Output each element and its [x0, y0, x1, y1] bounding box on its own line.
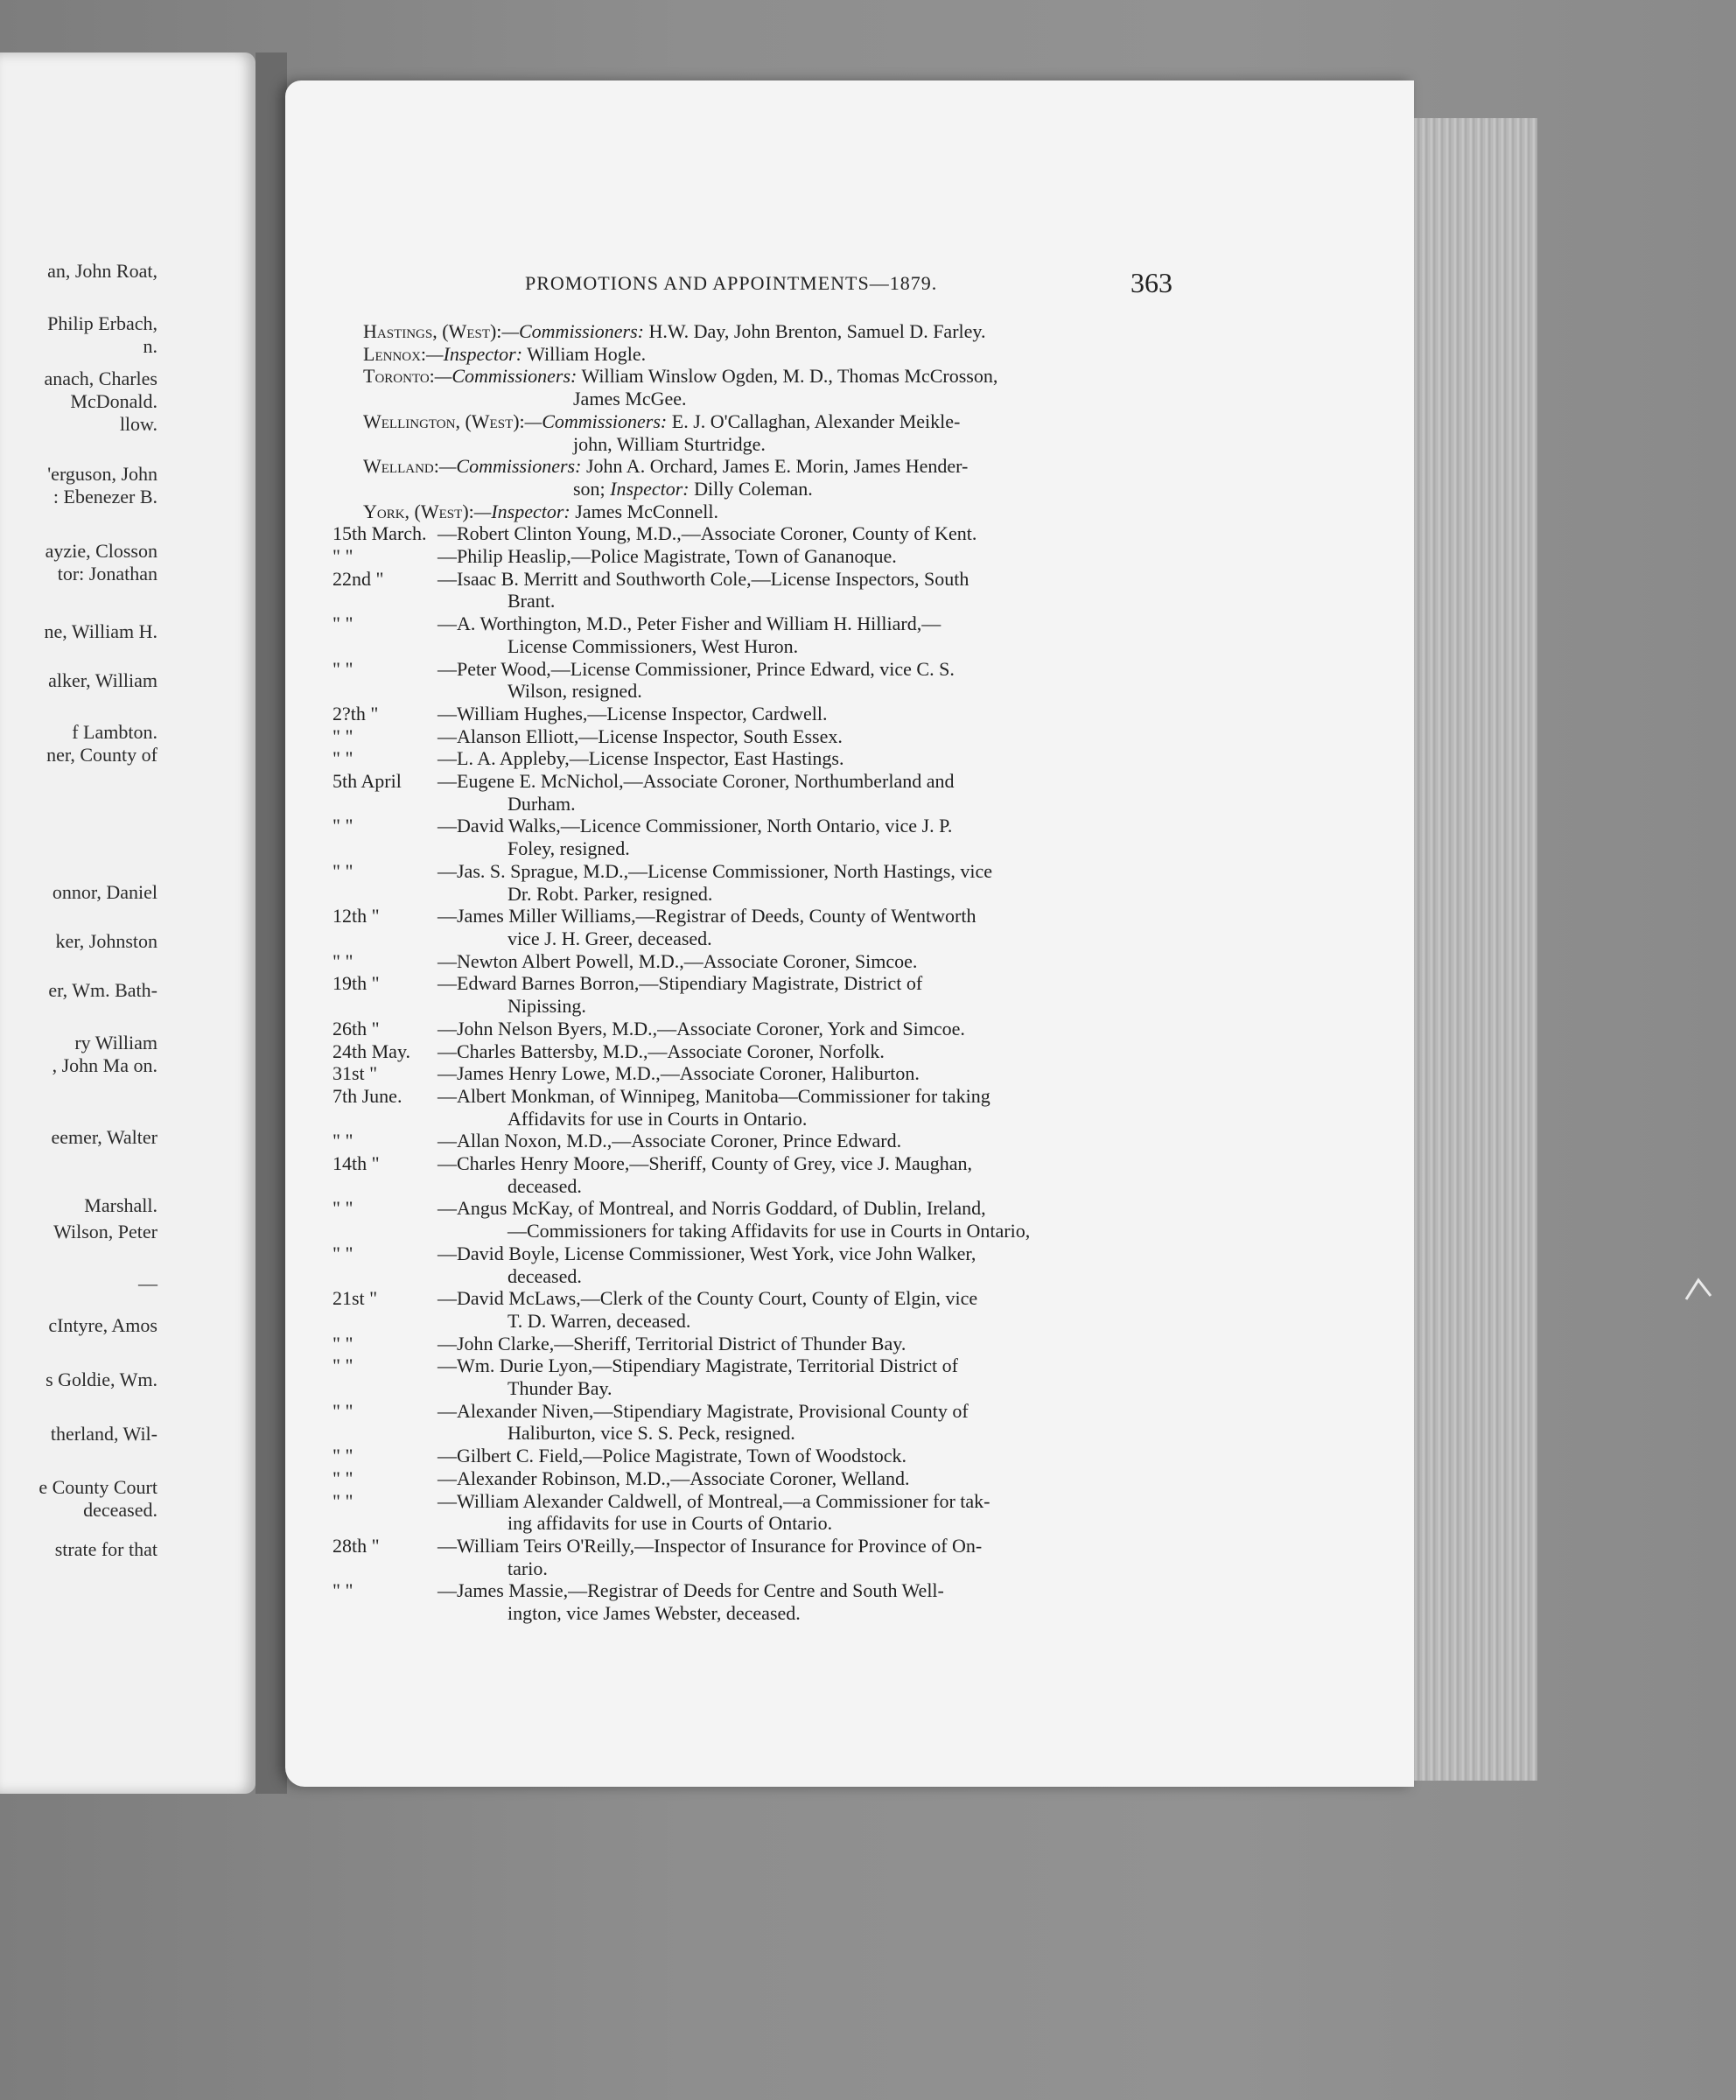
dated-entry [332, 815, 1203, 859]
entry-date: " " [332, 545, 354, 568]
entry-body [438, 522, 1203, 545]
dated-entry [332, 658, 1203, 703]
entry-continuation: Haliburton, vice S. S. Peck, resigned. [508, 1422, 795, 1445]
entry-continuation: Wilson, resigned. [508, 680, 642, 703]
left-page-text-fragment: : Ebenezer B. [52, 486, 158, 508]
entry-date: " " [332, 1354, 354, 1377]
entry-continuation: john, William Sturtridge. [573, 432, 766, 455]
entry-date: " " [332, 1242, 354, 1264]
entry-body [363, 365, 1203, 410]
appointment-role: —Commissioners: [524, 410, 668, 432]
entry-date: " " [332, 747, 354, 770]
left-page-text-fragment: cIntyre, Amos [48, 1314, 158, 1336]
county-name: York, (West): [363, 500, 474, 522]
dated-entry [332, 568, 1203, 612]
entry-date: " " [332, 1445, 354, 1467]
entry-text: —Peter Wood,—License Commissioner, Prince Edward, vice C. S. [438, 657, 955, 680]
entry-text: —Alanson Elliott,—License Inspector, South Essex. [438, 724, 843, 747]
entry-body [438, 1040, 1203, 1063]
entry-text: —Allan Noxon, M.D.,—Associate Coroner, Prince Edward. [438, 1130, 902, 1152]
county-name: Wellington, (West): [363, 410, 525, 432]
left-page-text-fragment: alker, William [48, 669, 158, 691]
margin-mark [1684, 1273, 1719, 1326]
left-page-text-fragment: f Lambton. [72, 721, 158, 743]
appointee-names: John A. Orchard, James E. Morin, James Hender- [581, 455, 969, 478]
entry-date: 22nd " [332, 567, 384, 590]
dated-entry [332, 1152, 1203, 1197]
entry-text: —James Henry Lowe, M.D.,—Associate Coroner, Haliburton. [438, 1062, 920, 1085]
running-head-title: PROMOTIONS AND APPOINTMENTS—1879. [525, 272, 938, 294]
entry-body [438, 747, 1203, 770]
entry-continuation: ington, vice James Webster, deceased. [508, 1602, 801, 1625]
entry-body [438, 1333, 1203, 1355]
dated-entry [332, 1490, 1203, 1535]
appointee-names: James McConnell. [570, 500, 719, 522]
entry-text: —Edward Barnes Borron,—Stipendiary Magistrate, District of [438, 972, 923, 995]
appointment-role: —Inspector: [473, 500, 570, 522]
dated-entry [332, 1018, 1203, 1040]
entry-body [438, 1400, 1203, 1445]
entry-body [438, 1152, 1203, 1197]
left-page-text-fragment: therland, Wil- [50, 1423, 158, 1445]
entry-body [438, 1535, 1203, 1579]
entry-continuation: tario. [508, 1557, 548, 1579]
continuation-part: Dilly Coleman. [689, 477, 813, 500]
entry-continuation: Durham. [508, 792, 576, 815]
entry-body [438, 612, 1203, 657]
left-page-text-fragment: n. [143, 335, 158, 357]
dated-entry [332, 703, 1203, 725]
entry-continuation: ing affidavits for use in Courts of Ontario. [508, 1512, 833, 1535]
entry-text: —L. A. Appleby,—License Inspector, East Hastings. [438, 747, 844, 770]
entry-date: " " [332, 612, 354, 635]
dated-entry [332, 1197, 1203, 1242]
left-page-text-fragment: s Goldie, Wm. [46, 1368, 158, 1390]
entry-body [438, 545, 1203, 568]
entry-body [438, 1242, 1203, 1287]
left-page-text-fragment: ry William [74, 1032, 158, 1054]
running-head [525, 267, 1172, 298]
entry-date: " " [332, 1399, 354, 1422]
dated-entry [332, 1333, 1203, 1355]
entry-text: —James Massie,—Registrar of Deeds for Centre and South Well- [438, 1579, 944, 1602]
entry-text: —Charles Henry Moore,—Sheriff, County of Grey, vice J. Maughan, [438, 1152, 972, 1175]
entry-date: " " [332, 1489, 354, 1512]
dated-entry [332, 1354, 1203, 1399]
entry-continuation: Foley, resigned. [508, 837, 630, 860]
dated-entry [332, 612, 1203, 657]
left-page-text-fragment: ner, County of [46, 744, 158, 766]
page-edge-stack [1396, 118, 1537, 1781]
entry-body [363, 455, 1203, 500]
entry-continuation: James McGee. [573, 388, 687, 410]
dated-entry [332, 747, 1203, 770]
entry-continuation: T. D. Warren, deceased. [508, 1309, 691, 1332]
dated-entry [332, 860, 1203, 905]
dated-entry [332, 1085, 1203, 1130]
entry-text: —Alexander Robinson, M.D.,—Associate Coroner, Welland. [438, 1466, 910, 1489]
left-page-text-fragment: ne, William H. [44, 620, 158, 642]
dated-entry [332, 1040, 1203, 1063]
appointment-role: —Commissioners: [438, 455, 582, 478]
county-entry [332, 410, 1203, 455]
appointee-names: H.W. Day, John Brenton, Samuel D. Farley. [644, 320, 986, 342]
left-page-text-fragment: Marshall. [84, 1194, 158, 1216]
entry-text: —Jas. S. Sprague, M.D.,—License Commissioner, North Hastings, vice [438, 859, 992, 882]
left-page-text-fragment: deceased. [83, 1499, 158, 1521]
entry-body [438, 770, 1203, 815]
entry-body [438, 815, 1203, 859]
entry-date: 7th June. [332, 1084, 402, 1107]
entry-body [438, 1085, 1203, 1130]
entry-body [438, 1062, 1203, 1085]
left-page-text-fragment: er, Wm. Bath- [48, 979, 158, 1001]
left-page-fragment [0, 52, 256, 1794]
entry-date: " " [332, 724, 354, 747]
left-page-text-fragment: an, John Roat, [47, 260, 158, 282]
entry-continuation: Dr. Robt. Parker, resigned. [508, 882, 713, 905]
entry-text: —Eugene E. McNichol,—Associate Coroner, Northumberland and [438, 770, 955, 793]
dated-entry [332, 545, 1203, 568]
entry-text: —Angus McKay, of Montreal, and Norris Goddard, of Dublin, Ireland, [438, 1197, 986, 1220]
entry-body [438, 1197, 1203, 1242]
county-name: Hastings, (West): [363, 320, 502, 342]
dated-entry [332, 950, 1203, 973]
entry-date: " " [332, 1332, 354, 1354]
entry-body [438, 860, 1203, 905]
entry-date: 28th " [332, 1534, 380, 1557]
dated-entry [332, 1130, 1203, 1152]
dated-entry [332, 1062, 1203, 1085]
entry-body [438, 1287, 1203, 1332]
appointment-role: —Commissioners: [434, 365, 578, 388]
entry-date: 14th " [332, 1152, 380, 1175]
entry-body [438, 568, 1203, 612]
entry-body [438, 1445, 1203, 1467]
entry-continuation: Brant. [508, 590, 556, 612]
appointments-list [332, 320, 1203, 1625]
entry-body [438, 1130, 1203, 1152]
entry-date: 5th April [332, 770, 402, 793]
entry-text: —Newton Albert Powell, M.D.,—Associate Coroner, Simcoe. [438, 949, 918, 972]
entry-body [363, 320, 1203, 343]
left-page-text-fragment: e County Court [38, 1476, 158, 1498]
county-entry [332, 455, 1203, 500]
entry-text: —John Nelson Byers, M.D.,—Associate Coroner, York and Simcoe. [438, 1017, 965, 1040]
left-page-text-fragment: anach, Charles [44, 368, 158, 389]
dated-entry [332, 1535, 1203, 1579]
entry-text: —Alexander Niven,—Stipendiary Magistrate, Provisional County of [438, 1399, 969, 1422]
entry-continuation [363, 478, 1203, 500]
entry-body [438, 905, 1203, 949]
entry-body [363, 343, 1203, 366]
entry-text: —Charles Battersby, M.D.,—Associate Coroner, Norfolk. [438, 1040, 885, 1062]
entry-date: 24th May. [332, 1040, 411, 1062]
appointee-names: William Winslow Ogden, M. D., Thomas McCrosson, [577, 365, 998, 388]
continuation-part: Inspector: [610, 477, 690, 500]
entry-body [438, 972, 1203, 1017]
dated-entry [332, 522, 1203, 545]
entry-body [438, 950, 1203, 973]
left-page-text-fragment: 'erguson, John [47, 463, 158, 485]
entry-date: 15th March. [332, 522, 427, 545]
entry-body [438, 658, 1203, 703]
left-page-text-fragment: tor: Jonathan [57, 563, 158, 584]
dated-entry [332, 1579, 1203, 1624]
entry-continuation: deceased. [508, 1174, 582, 1197]
left-page-text-fragment: Philip Erbach, [47, 312, 158, 334]
entry-text: —Gilbert C. Field,—Police Magistrate, Town of Woodstock. [438, 1445, 907, 1467]
entry-date: " " [332, 815, 354, 837]
entry-text: —James Miller Williams,—Registrar of Deeds, County of Wentworth [438, 905, 976, 928]
entry-body [438, 725, 1203, 748]
entry-date: 21st " [332, 1287, 378, 1310]
entry-body [438, 1354, 1203, 1399]
entry-body [438, 1018, 1203, 1040]
entry-text: —Isaac B. Merritt and Southworth Cole,—License Inspectors, South [438, 567, 970, 590]
entry-date: 26th " [332, 1017, 380, 1040]
entry-text: —Wm. Durie Lyon,—Stipendiary Magistrate, Territorial District of [438, 1354, 958, 1377]
dated-entry [332, 1467, 1203, 1490]
dated-entry [332, 1445, 1203, 1467]
county-entry [332, 365, 1203, 410]
entry-date: " " [332, 859, 354, 882]
entry-date: " " [332, 1197, 354, 1220]
entry-date: 31st " [332, 1062, 378, 1085]
entry-text: —David Boyle, License Commissioner, West York, vice John Walker, [438, 1242, 976, 1264]
left-page-text-fragment: ayzie, Closson [45, 540, 158, 562]
entry-text: —David Walks,—Licence Commissioner, North Ontario, vice J. P. [438, 815, 953, 837]
entry-text: —A. Worthington, M.D., Peter Fisher and William H. Hilliard,— [438, 612, 942, 635]
county-entry [332, 320, 1203, 343]
entry-continuation: Thunder Bay. [508, 1377, 612, 1400]
dated-entry [332, 972, 1203, 1017]
entry-text: —Albert Monkman, of Winnipeg, Manitoba—Commissioner for taking [438, 1084, 990, 1107]
entry-continuation: License Commissioners, West Huron. [508, 634, 799, 657]
entry-continuation: Nipissing. [508, 995, 586, 1018]
entry-continuation: vice J. H. Greer, deceased. [508, 927, 712, 949]
left-page-text-fragment: strate for that [54, 1538, 158, 1560]
left-page-text-fragment: eemer, Walter [51, 1126, 158, 1148]
dated-entry [332, 1287, 1203, 1332]
entry-text: —William Alexander Caldwell, of Montreal,—a Commissioner for tak- [438, 1489, 990, 1512]
entry-continuation: Affidavits for use in Courts in Ontario. [508, 1107, 808, 1130]
dated-entry [332, 905, 1203, 949]
entry-date: " " [332, 1130, 354, 1152]
county-name: Toronto: [363, 365, 435, 388]
entry-body [438, 1490, 1203, 1535]
entry-date: 12th " [332, 905, 380, 928]
entry-text: —John Clarke,—Sheriff, Territorial District of Thunder Bay. [438, 1332, 906, 1354]
appointee-names: E. J. O'Callaghan, Alexander Meikle- [667, 410, 961, 432]
entry-date: 2?th " [332, 702, 379, 724]
county-name: Welland: [363, 455, 439, 478]
entry-text: —Robert Clinton Young, M.D.,—Associate Coroner, County of Kent. [438, 522, 977, 545]
left-page-text-fragment: onnor, Daniel [52, 881, 158, 903]
entry-body [438, 1579, 1203, 1624]
entry-text: —William Hughes,—License Inspector, Cardwell. [438, 702, 828, 724]
county-entry [332, 500, 1203, 523]
left-page-text-fragment: Wilson, Peter [53, 1221, 158, 1242]
page-number: 363 [1130, 267, 1172, 298]
entry-date: 19th " [332, 972, 380, 995]
left-page-text-fragment: , John Ma on. [52, 1054, 158, 1076]
appointment-role: —Inspector: [426, 342, 523, 365]
entry-body [363, 500, 1203, 523]
entry-body [438, 1467, 1203, 1490]
entry-date: " " [332, 949, 354, 972]
entry-date: " " [332, 1466, 354, 1489]
county-entry [332, 343, 1203, 366]
left-page-text-fragment: llow. [119, 413, 158, 435]
entry-body [363, 410, 1203, 455]
dated-entry [332, 1400, 1203, 1445]
entry-body [438, 703, 1203, 725]
entry-date: " " [332, 657, 354, 680]
dated-entry [332, 770, 1203, 815]
county-name: Lennox: [363, 342, 427, 365]
entry-text: —David McLaws,—Clerk of the County Court, County of Elgin, vice [438, 1287, 978, 1310]
book-gutter [256, 52, 287, 1794]
entry-text: —William Teirs O'Reilly,—Inspector of Insurance for Province of On- [438, 1534, 983, 1557]
continuation-part: son; [573, 477, 611, 500]
entry-continuation: —Commissioners for taking Affidavits for use in Courts in Ontario, [508, 1220, 1031, 1242]
appointment-role: —Commissioners: [501, 320, 645, 342]
entry-continuation: deceased. [508, 1264, 582, 1287]
dated-entry [332, 725, 1203, 748]
entry-text: —Philip Heaslip,—Police Magistrate, Town of Gananoque. [438, 545, 897, 568]
entry-date: " " [332, 1579, 354, 1602]
left-page-text-fragment: ker, Johnston [55, 930, 158, 952]
appointee-names: William Hogle. [522, 342, 647, 365]
dated-entry [332, 1242, 1203, 1287]
left-page-text-fragment: — [138, 1272, 158, 1294]
left-page-text-fragment: McDonald. [70, 390, 158, 412]
